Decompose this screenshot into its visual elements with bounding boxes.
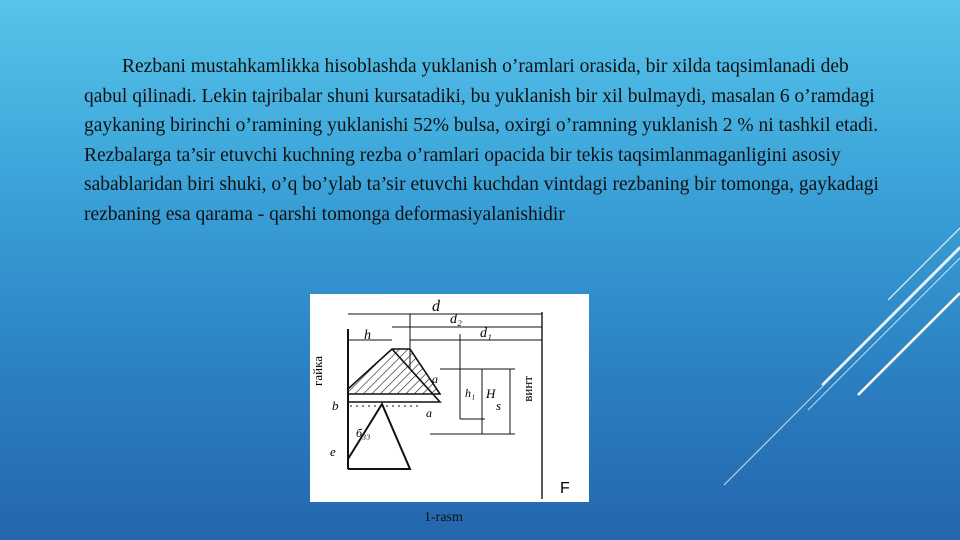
label-bolt: винт	[520, 376, 535, 402]
label-a2: a	[426, 406, 432, 420]
paragraph-1: Rezbani mustahkamlikka hisoblashda yuklanish o’ramlari orasida, bir xilda taqsimlanadi deb qabul qilinadi. Lekin tajribalar shuni kursatadiki, bu yuklanish bir xil bulmaydi, masalan 6 o’ramdagi gaykaning birinchi o’ramining yuklanishi 52% bulsa, oxirgi o’ramning yuklanish 2 % ni tashkil etadi.	[84, 56, 879, 136]
label-s: s	[496, 398, 502, 413]
body-text	[84, 52, 884, 229]
label-d2: d₂	[450, 312, 462, 327]
label-h1: h₁	[465, 386, 476, 400]
label-d: d	[432, 298, 440, 315]
thread-diagram	[310, 294, 589, 502]
label-nut: гайка	[310, 356, 325, 386]
label-d1: d₁	[480, 326, 492, 341]
label-sigma: б₃₃	[356, 426, 371, 440]
figure-caption: 1-rasm	[424, 510, 463, 525]
label-a1: a	[432, 372, 438, 386]
label-H: H	[486, 386, 496, 401]
label-h: h	[364, 328, 371, 343]
label-b2: e	[330, 444, 336, 459]
paragraph-2: Rezbalarga ta’sir etuvchi kuchning rezba o’ramlari opacida bir tekis taqsimlanmaganligini asosiy sabablaridan biri shuki, o’q bo’ylab ta’sir etuvchi kuchdan vintdagi rezbaning bir tomonga, gaykadagi rezbaning esa qarama - qarshi tomonga deformasiyalanishidir	[84, 144, 879, 225]
label-b1: b	[332, 398, 339, 413]
label-F: F	[560, 480, 570, 497]
